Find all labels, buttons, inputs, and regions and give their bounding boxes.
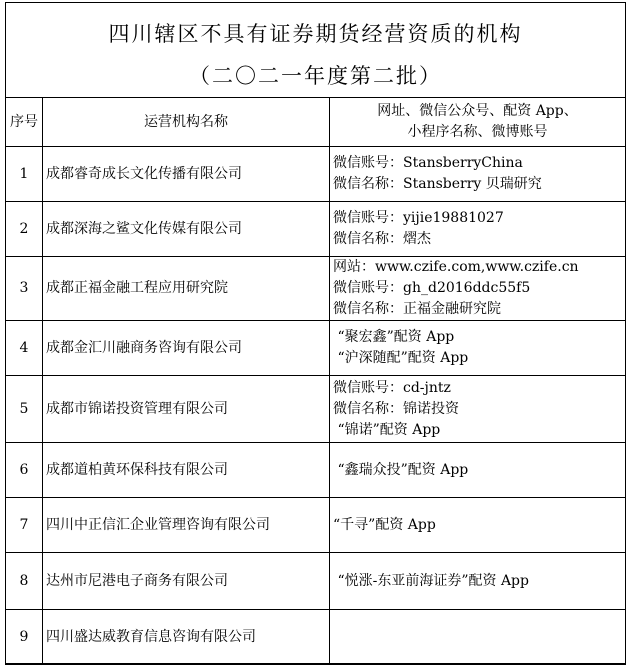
table-row [6,498,626,553]
row-number: 6 [6,443,43,498]
row-number: 7 [6,498,43,553]
institution-info [330,257,626,321]
institution-name: 成都道柏黄环保科技有限公司 [43,443,330,498]
institution-info [330,202,626,257]
info-line: 微信名称：锦诺投资 [333,400,459,417]
info-line: 网站：www.czife.com,www.czife.cn [333,259,579,275]
row-number: 9 [6,610,43,665]
table-row [6,202,626,257]
institution-info [330,498,626,553]
info-line: “沪深随配”配资 App [333,350,469,366]
table-row [6,553,626,610]
info-line: 微信名称：Stansberry 贝瑞研究 [333,176,542,192]
institution-info [330,443,626,498]
header-info-line: 小程序名称、微博账号 [407,124,548,140]
table-row [6,147,626,202]
row-number: 2 [6,202,43,257]
institution-name: 四川盛达威教育信息咨询有限公司 [43,610,330,665]
info-line: “千寻”配资 App [333,516,436,533]
info-line: “聚宏鑫”配资 App [333,329,455,345]
row-number: 8 [6,553,43,610]
table-row [6,257,626,321]
institution-name: 成都正福金融工程应用研究院 [43,257,330,321]
row-number: 1 [6,147,43,202]
info-line: 微信名称：熠杰 [333,231,431,247]
info-line: “锦诺”配资 App [333,421,441,438]
institution-table [5,97,626,665]
institution-info [330,376,626,443]
header-no: 序号 [6,98,43,147]
institution-name: 四川中正信汇企业管理咨询有限公司 [43,498,330,553]
info-line: 微信账号：cd-jntz [333,379,451,396]
institution-name: 达州市尼港电子商务有限公司 [43,553,330,610]
table-row [6,443,626,498]
table-row [6,376,626,443]
institution-info [330,553,626,610]
info-line: “悦涨-东亚前海证券”配资 App [333,572,529,589]
row-number: 3 [6,257,43,321]
table-row [6,321,626,376]
institution-info [330,610,626,665]
document-title: 四川辖区不具有证券期货经营资质的机构 [108,22,523,46]
info-line: 微信账号：StansberryChina [333,155,523,171]
info-line: 微信名称：正福金融研究院 [333,301,501,317]
institution-name: 成都深海之鲨文化传媒有限公司 [43,202,330,257]
header-name: 运营机构名称 [43,98,330,147]
institution-info [330,147,626,202]
row-number: 4 [6,321,43,376]
info-line: 微信账号：gh_d2016ddc55f5 [333,280,531,296]
info-line: 微信账号：yijie19881027 [333,210,504,226]
institution-name: 成都市锦诺投资管理有限公司 [43,376,330,443]
institution-name: 成都金汇川融商务咨询有限公司 [43,321,330,376]
row-number: 5 [6,376,43,443]
info-line: “鑫瑞众投”配资 App [333,461,469,478]
table-row [6,610,626,665]
document-subtitle: （二〇二一年度第二批） [189,64,442,88]
table-header [6,98,626,147]
header-info [330,98,626,147]
header-info-line: 网址、微信公众号、配资 App、 [377,103,578,119]
institution-name: 成都睿奇成长文化传播有限公司 [43,147,330,202]
institution-info [330,321,626,376]
